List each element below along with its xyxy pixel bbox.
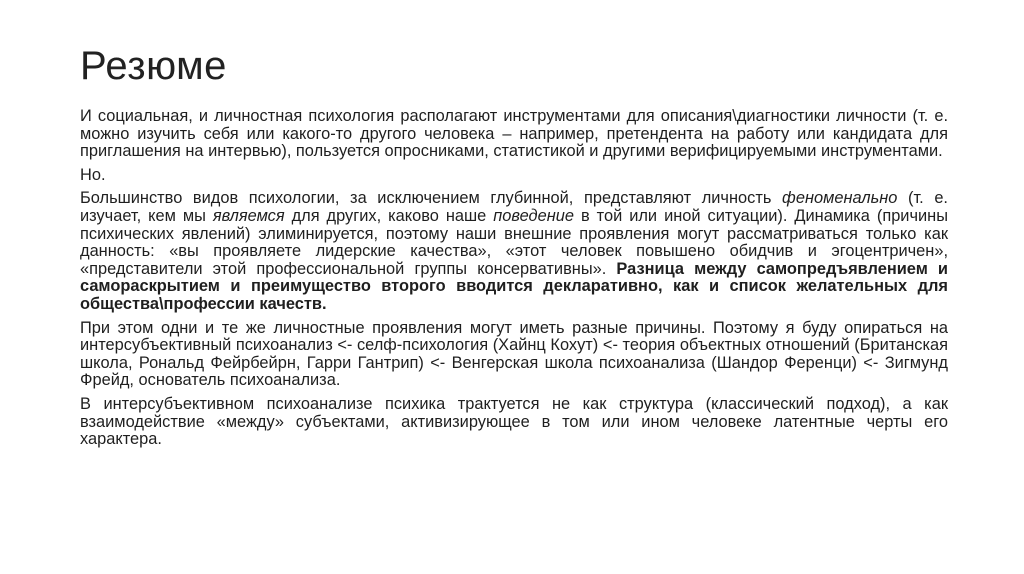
emphasis-phenomenally: феноменально <box>781 189 898 208</box>
emphasis-are: являемся <box>212 206 285 225</box>
paragraph-3-text-2: (т. е. изучает, кем мы <box>80 189 948 225</box>
paragraph-1: И социальная, и личностная психология располагают инструментами для описания\диагностики личности (т. е. можно изучить себя или какого-то другого человека – например, претендента на работу или кандидата для приглашения на интервью), пользуется опросниками, статистикой и другими верифицируемыми инструментами. <box>80 107 948 161</box>
paragraph-3-bold-statement: Разница между самопредъявлением и самораскрытием и преимущество второго вводится декларативно, как и список желательных для общества\профессии качеств. <box>80 259 949 313</box>
paragraph-3-text-4: в той или иной ситуации). Динамика (причины психических явлений) элиминируется, поэтому наши внешние проявления могут рассматриваться только как данность: «вы проявляете лидерские качества», «этот человек повышено обидчив и эгоцентричен», «представители этой профессиональной группы консервативны». <box>80 206 948 278</box>
slide-body <box>80 108 948 455</box>
paragraph-3-text-1: Большинство видов психологии, за исключением глубинной, представляют личность <box>80 189 782 208</box>
emphasis-behavior: поведение <box>493 206 574 225</box>
paragraph-2: Но. <box>80 165 106 184</box>
paragraph-3 <box>80 190 948 313</box>
paragraph-4: При этом одни и те же личностные проявления могут иметь разные причины. Поэтому я буду опираться на интерсубъективный психоанализ <- селф-психология (Хайнц Кохут) <- теория объектных отношений (Британская школа, Рональд Фейрбейрн, Гарри Гантрип) <- Венгерская школа психоанализа (Шандор Ференци) <- Зигмунд Фрейд, основатель психоанализа. <box>80 318 948 390</box>
slide-title: Резюме <box>80 44 227 88</box>
paragraph-5: В интерсубъективном психоанализе психика трактуется не как структура (классический подход), а как взаимодействие «между» субъектами, активизирующее в том или ином человеке латентные черты его характера. <box>80 394 948 449</box>
paragraph-3-text-3: для других, каково наше <box>284 206 494 225</box>
